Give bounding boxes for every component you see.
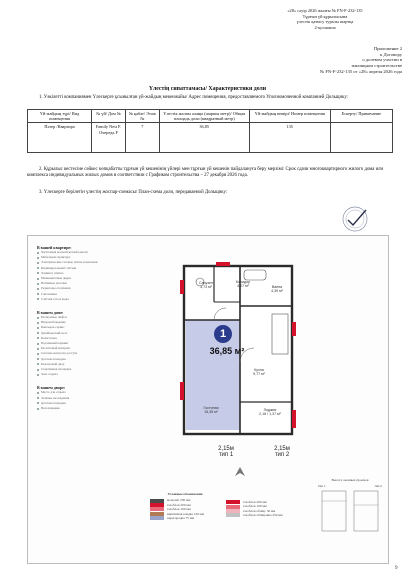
- legend-swatch: [150, 516, 164, 520]
- room-label-living: Гостиная 15,35 м²: [203, 406, 219, 415]
- bullet-icon: [37, 278, 39, 280]
- list-item: Видеонаблюдение: [37, 320, 147, 325]
- list-item: Система контроля доступа: [37, 351, 147, 356]
- list-item: Бесплатный интернет: [37, 346, 147, 351]
- bullet-icon: [37, 327, 39, 329]
- approval-stamp-icon: [338, 204, 372, 234]
- north-arrow-icon: [232, 466, 248, 478]
- table-row: [28, 123, 393, 153]
- legend-item: монолит 250 мм: [150, 498, 220, 502]
- list-item: Зона отдыха: [37, 372, 147, 377]
- bullet-icon: [37, 317, 39, 319]
- bullet-icon: [37, 288, 39, 290]
- legend-item: газоблок 200 мм: [150, 503, 220, 507]
- page-number: 9: [395, 566, 398, 571]
- header-contract-ref: [250, 8, 400, 30]
- table-header-cell: № қабат/ Этаж №: [126, 110, 160, 123]
- legend-item: газоблок 100 мм: [226, 504, 296, 508]
- table-cell: [330, 123, 392, 153]
- list-item: Ламинат, плитка: [37, 271, 147, 276]
- window-type-label: тип 2: [374, 484, 382, 489]
- legend-swatch: [226, 505, 240, 509]
- room-label-kitchen: Кухня 9,77 м²: [253, 368, 265, 377]
- features-section-title: В вашем дворе:: [37, 385, 66, 391]
- spec-table: [27, 109, 393, 153]
- bullet-icon: [37, 332, 39, 334]
- features-section-title: В вашем доме:: [37, 310, 64, 316]
- bullet-icon: [37, 402, 39, 404]
- list-item: Мебельная гарнитура: [37, 255, 147, 260]
- list-item: Натяжные потолки: [37, 281, 147, 286]
- list-item: Межкомнатные двери: [37, 276, 147, 281]
- table-header-cell: Үй-жайдың нөмірі/ Номер помещения: [249, 110, 330, 123]
- bullet-icon: [37, 343, 39, 345]
- features-section-title: В вашей квартире:: [37, 245, 72, 250]
- header-line: Тұрғын үй құрылысына: [302, 13, 348, 19]
- list-item: Консьерж-сервис: [37, 325, 147, 330]
- legend-item: перегородка 75 мм: [150, 516, 220, 520]
- bullet-icon: [37, 262, 39, 264]
- window-marker: [180, 382, 184, 400]
- list-item: Подземный паркинг: [37, 341, 147, 346]
- window-height-right: 2,15м тип 2: [274, 446, 290, 458]
- bullet-icon: [37, 283, 39, 285]
- appendix-ref: [262, 46, 402, 75]
- paragraph-2: 2. Құрылыс кестесіне сәйкес көпқабатты тұрғын үй кешенінің үйлері мен тұрғын үй кешенін пайдалануға беру мерзімі: Срок сдачи многоквартирного жилого дома или комплекса индивидуальных жилых домов в соответствии с Графиком строительства – 27 декабря 2026 года.: [27, 167, 384, 178]
- list-item: Безопасный двор: [37, 362, 147, 367]
- table-header-cell: № үй/ Дом №: [92, 110, 126, 123]
- legend-right: [226, 500, 296, 518]
- window-height-left: 2,15м тип 1: [218, 446, 234, 458]
- table-cell: 36,85: [159, 123, 249, 153]
- window-type-label: тип 1: [318, 484, 326, 489]
- bullet-icon: [37, 408, 39, 410]
- appendix-line: к Договору: [380, 51, 402, 57]
- list-item: Индивидуальный счётчик: [37, 266, 147, 271]
- room-label-corridor: Коридор 4,07 м²: [235, 280, 251, 289]
- legend-title: Условные обозначения: [167, 492, 203, 496]
- bullet-icon: [37, 267, 39, 269]
- appendix-line: Приложение 2: [373, 46, 402, 51]
- list-item: Велопарковка: [37, 406, 147, 411]
- bullet-icon: [37, 348, 39, 350]
- unit-area: 36,85 м²: [209, 346, 245, 356]
- legend-item: газоблок облицовка 250 мм: [226, 513, 296, 517]
- list-item: Электрические газовые плиты и вытяжки: [37, 260, 147, 265]
- table-header-cell: Үй-жайдың түрі/ Вид помещения: [28, 110, 92, 123]
- appendix-line: о долевом участии в: [362, 57, 402, 63]
- appendix-line: жилищном строительстве: [351, 63, 402, 69]
- list-item: Колясочная: [37, 336, 147, 341]
- bullet-icon: [37, 358, 39, 360]
- legend-swatch: [226, 509, 240, 513]
- legend-swatch: [150, 503, 164, 507]
- list-item: Дизайнерский холл: [37, 331, 147, 336]
- appendix-line: № FN-F-232-135 от «28» апреля 2026 года: [319, 68, 402, 74]
- list-item: Зелёные насаждения: [37, 396, 147, 401]
- bullet-icon: [37, 298, 39, 300]
- list-item: Сантехника: [37, 292, 147, 297]
- list-item: Бесшумные лифты: [37, 315, 147, 320]
- unit-number-badge: 1: [214, 325, 232, 343]
- bullet-icon: [37, 257, 39, 259]
- window-marker: [180, 280, 184, 294]
- table-cell: Family Nest F. Очередь F: [92, 123, 126, 153]
- list-item: Частичный косметический ремонт: [37, 250, 147, 255]
- table-header-cell: Үлестік жалпы алаңы (шаршы метр)/ Общая площадь доли (квадратный метр): [159, 110, 249, 123]
- legend-swatch: [226, 500, 240, 504]
- legend-item: газоблок 200 мм: [226, 500, 296, 504]
- bullet-icon: [37, 397, 39, 399]
- table-header-cell: Ескерту/ Примечание: [330, 110, 392, 123]
- list-item: Радиаторы отопления: [37, 286, 147, 291]
- paragraph-1: 1. Уәкілетті компаниямен Үлескерге ұсынылған үй-жайдың мекенжайы/ Адрес помещения, предоставляемого Уполномоченной компанией Дольщику:: [39, 95, 348, 100]
- legend-swatch: [150, 512, 164, 516]
- window-marker: [292, 410, 296, 428]
- list-item: Детская площадка: [37, 401, 147, 406]
- list-item: Спортивная площадка: [37, 367, 147, 372]
- legend-swatch: [150, 499, 164, 503]
- legend: [150, 492, 220, 520]
- bullet-icon: [37, 353, 39, 355]
- legend-item: газоблок 100 мм: [150, 507, 220, 511]
- window-marker: [292, 322, 296, 336]
- bullet-icon: [37, 252, 39, 254]
- bullet-icon: [37, 337, 39, 339]
- table-cell: 7: [126, 123, 160, 153]
- features-column: [37, 245, 147, 411]
- window-heights-title: Высота оконных проемов: [331, 478, 369, 482]
- bullet-icon: [37, 392, 39, 394]
- room-label-loggia: Лоджия 2,16 / 1,37 м²: [259, 408, 281, 417]
- room-label-bathroom: Санузел 3,73 м²: [199, 281, 213, 290]
- bullet-icon: [37, 369, 39, 371]
- legend-swatch: [226, 513, 240, 517]
- bullet-icon: [37, 374, 39, 376]
- legend-item: кирпичная кладка 120 мм: [150, 512, 220, 516]
- window-heights-diagram: [318, 489, 382, 535]
- header-line: үлестік қатысу туралы шартқа: [296, 19, 354, 25]
- list-item: Счётчик газа и воды: [37, 297, 147, 302]
- list-item: Детская площадка: [37, 357, 147, 362]
- paragraph-3: 3. Үлескерге берілетін үлестің жоспар-схемасы/ План-схема доли, передаваемой Дольщику:: [39, 190, 228, 195]
- bullet-icon: [37, 363, 39, 365]
- window-heights-panel: [318, 478, 382, 540]
- header-line: «28» сәуір 2026 жылғы № FN-F-232-135: [287, 8, 363, 13]
- table-cell: 135: [249, 123, 330, 153]
- table-header-row: [28, 110, 393, 123]
- bullet-icon: [37, 293, 39, 295]
- bullet-icon: [37, 272, 39, 274]
- legend-item: газоблок облиц. 50 мм: [226, 509, 296, 513]
- table-cell: Пәтер /Квартира: [28, 123, 92, 153]
- header-line: 2-қосымша: [314, 24, 336, 30]
- section-title: Үлестің сипаттамасы/ Характеристики доли: [148, 86, 267, 92]
- bullet-icon: [37, 322, 39, 324]
- window-marker: [216, 262, 230, 266]
- room-label-bath: Ванна 4,39 м²: [271, 285, 283, 294]
- legend-swatch: [150, 507, 164, 511]
- list-item: Место для отдыха: [37, 390, 147, 395]
